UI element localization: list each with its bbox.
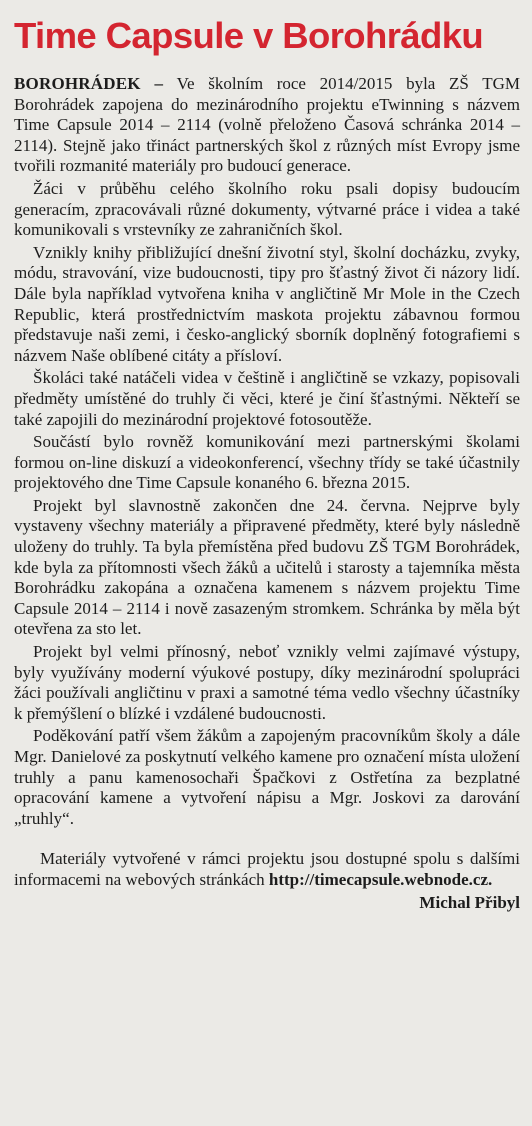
- project-website-link[interactable]: http://timecapsule.webnode.cz: [268, 869, 488, 889]
- paragraph-benefits: Projekt byl velmi přínosný, neboť vznikly velmi zajímavé výstupy, byly využívány moderní výukové postupy, díky mezinárodní spolupráci žáci používali angličtinu v praxi a samotné téma vedlo všechny účastníky k přemýšlení o blízké i vzdálené budoucnosti.: [14, 642, 520, 723]
- author-byline: Michal Přibyl: [419, 892, 520, 912]
- footer-note-text: Materiály vytvořené v rámci projektu jsou dostupné spolu s dalšími informacemi na webových stránkách: [14, 849, 520, 889]
- paragraph-communication: Součástí bylo rovněž komunikování mezi partnerskými školami formou on-line diskuzí a videokonferencí, všechny třídy se také účastnily projektového dne Time Capsule konaného 6. března 2015.: [14, 432, 520, 493]
- lead-paragraph: [14, 74, 520, 177]
- lead-text: Ve školním roce 2014/2015 byla ZŠ TGM Borohrádek zapojena do mezinárodního projektu eTwinning s názvem Time Capsule 2014 – 2114 (volně přeloženo Časová schránka 2014 – 2114). Stejně jako třináct partnerských škol z různých míst Evropy jsme tvořili rozmanité materiály pro budoucí generace.: [14, 74, 521, 176]
- paragraph-thanks: Poděkování patří všem žákům a zapojeným pracovníkům školy a dále Mgr. Danielové za poskytnutí velkého kamene pro označení místa uložení truhly a panu kamenosochaři Špačkovi z Ostřetína za bezplatné opracování kamene a vytvoření nápisu a Mgr. Joskovi za darování „truhly“.: [14, 726, 520, 828]
- paragraph-videos: Školáci také natáčeli videa v češtině i angličtině se vzkazy, popisovali předměty umístěné do truhly či věci, které je činí šťastnými. Někteří se také zapojili do mezinárodní projektové fotosoutěže.: [14, 368, 520, 429]
- article-body: [14, 74, 520, 913]
- dateline: BOROHRÁDEK –: [14, 74, 164, 93]
- headline: Time Capsule v Borohrádku: [14, 15, 484, 56]
- paragraph-books: Vznikly knihy přibližující dnešní životní styl, školní docházku, zvyky, módu, stravování, vize budoucnosti, tipy pro šťastný život či názory lidí. Dále byla například vytvořena kniha v angličtině Mr Mole in the Czech Republic, která prostřednictvím maskota projektu zábavnou formou představuje naši zemi, i česko-anglický sborník doplněný fotografiemi s názvem Naše oblíbené citáty a přísloví.: [14, 242, 520, 365]
- paragraph-closing-event: Projekt byl slavnostně zakončen dne 24. června. Nejprve byly vystaveny všechny materiály a připravené předměty, které byly následně uloženy do truhly. Ta byla přemístěna před budovu ZŠ TGM Borohrádek, kde byla za přítomnosti všech žáků a učitelů i starosty a tajemníka města Borohrádku zakopána a označena kamenem s názvem projektu Time Capsule 2014 – 2114 i nově zasazeným stromkem. Schránka by měla být otevřena za sto let.: [14, 495, 520, 639]
- footer-note: [14, 849, 520, 890]
- footer-note-end: .: [488, 869, 493, 889]
- paragraph-letters: Žáci v průběhu celého školního roku psali dopisy budoucím generacím, zpracovávali různé dokumenty, výtvarné práce i videa a také komunikovali s vrstevníky ze zahraničních škol.: [14, 178, 520, 240]
